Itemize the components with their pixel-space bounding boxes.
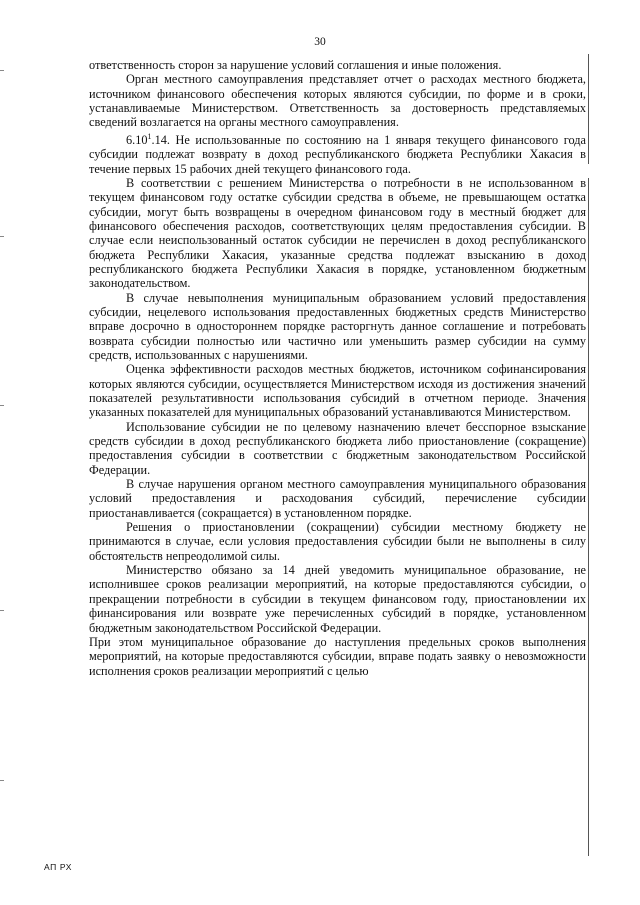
- edge-mark: [0, 236, 4, 237]
- paragraph: Министерство обязано за 14 дней уведомить муниципальное образование, не исполнившее сроков реализации мероприятий, на которые предоставляются субсидии, о прекращении потребности в субсидии в текущем финансовом году, приостановлении их финансирования или возврате уже перечисленных субсидий в порядке, установленном бюджетным законодательством Российской Федерации.: [89, 563, 586, 635]
- margin-line: [588, 54, 589, 164]
- paragraph: Орган местного самоуправления представляет отчет о расходах местного бюджета, источником финансового обеспечения которых являются субсидии, по форме и в сроки, устанавливаемые Министерством. Ответственность за достоверность представляемых сведений возлагается на органы местного самоуправления.: [89, 72, 586, 130]
- paragraph: При этом муниципальное образование до наступления предельных сроков выполнения мероприятий, на которые предоставляются субсидии, вправе подать заявку о невозможности исполнения сроков реализации мероприятий с целью: [89, 634, 586, 678]
- edge-mark: [0, 610, 4, 611]
- edge-mark: [0, 780, 4, 781]
- margin-line: [588, 178, 589, 856]
- paragraph: Использование субсидии не по целевому назначению влечет бесспорное взыскание средств субсидии в доход республиканского бюджета либо приостановление (сокращение) предоставления субсидии в соответствии с бюджетным законодательством Российской Федерации.: [89, 419, 586, 477]
- clause-superscript: 1: [147, 131, 152, 141]
- paragraph: В случае нарушения органом местного самоуправления муниципального образования условий предоставления и расходования субсидий, перечисление субсидии приостанавливается (сокращается) в установленном порядке.: [89, 477, 586, 520]
- paragraph: В случае невыполнения муниципальным образованием условий предоставления субсидии, нецелевого использования предоставленных бюджетных средств Министерство вправе досрочно в одностороннем порядке расторгнуть данное соглашение и потребовать возврата субсидии полностью или частично или уменьшить размер субсидии на сумму средств, использованных с нарушениями.: [89, 290, 586, 362]
- document-body: [89, 58, 586, 678]
- page-number: 30: [314, 36, 326, 48]
- edge-mark: [0, 405, 4, 406]
- clause-number-suffix: .14.: [151, 132, 170, 147]
- clause-paragraph: [89, 130, 586, 176]
- paragraph: В соответствии с решением Министерства о потребности в не использованном в текущем финансовом году остатке субсидии средства в объеме, не превышающем остатка субсидии, могут быть возвращены в очередном финансовом году в местный бюджет для финансового обеспечения расходов, соответствующих целям предоставления субсидии. В случае если неиспользованный остаток субсидии не перечислен в доход республиканского бюджета Республики Хакасия, указанные средства подлежат взысканию в доход республиканского бюджета Республики Хакасия в порядке, установленном бюджетным законодательством.: [89, 175, 586, 291]
- edge-mark: [0, 70, 4, 71]
- paragraph: ответственность сторон за нарушение условий соглашения и иные положения.: [89, 58, 502, 72]
- paragraph: Решения о приостановлении (сокращении) субсидии местному бюджету не принимаются в случае, если условия предоставления субсидии были не выполнены в силу обстоятельств непреодолимой силы.: [89, 520, 586, 563]
- paragraph: Оценка эффективности расходов местных бюджетов, источником софинансирования которых являются субсидии, осуществляется Министерством исходя из достижения значений показателей результативности использования субсидий в отчетном периоде. Значения указанных показателей для муниципальных образований устанавливаются Министерством.: [89, 362, 586, 420]
- clause-number: 6.10: [126, 132, 148, 147]
- footer-label: АП РХ: [44, 862, 73, 872]
- clause-text: Не использованные по состоянию на 1 января текущего финансового года субсидии подлежат возврату в доход республиканского бюджета Республики Хакасия в течение первых 15 рабочих дней текущего финансового года.: [89, 132, 586, 176]
